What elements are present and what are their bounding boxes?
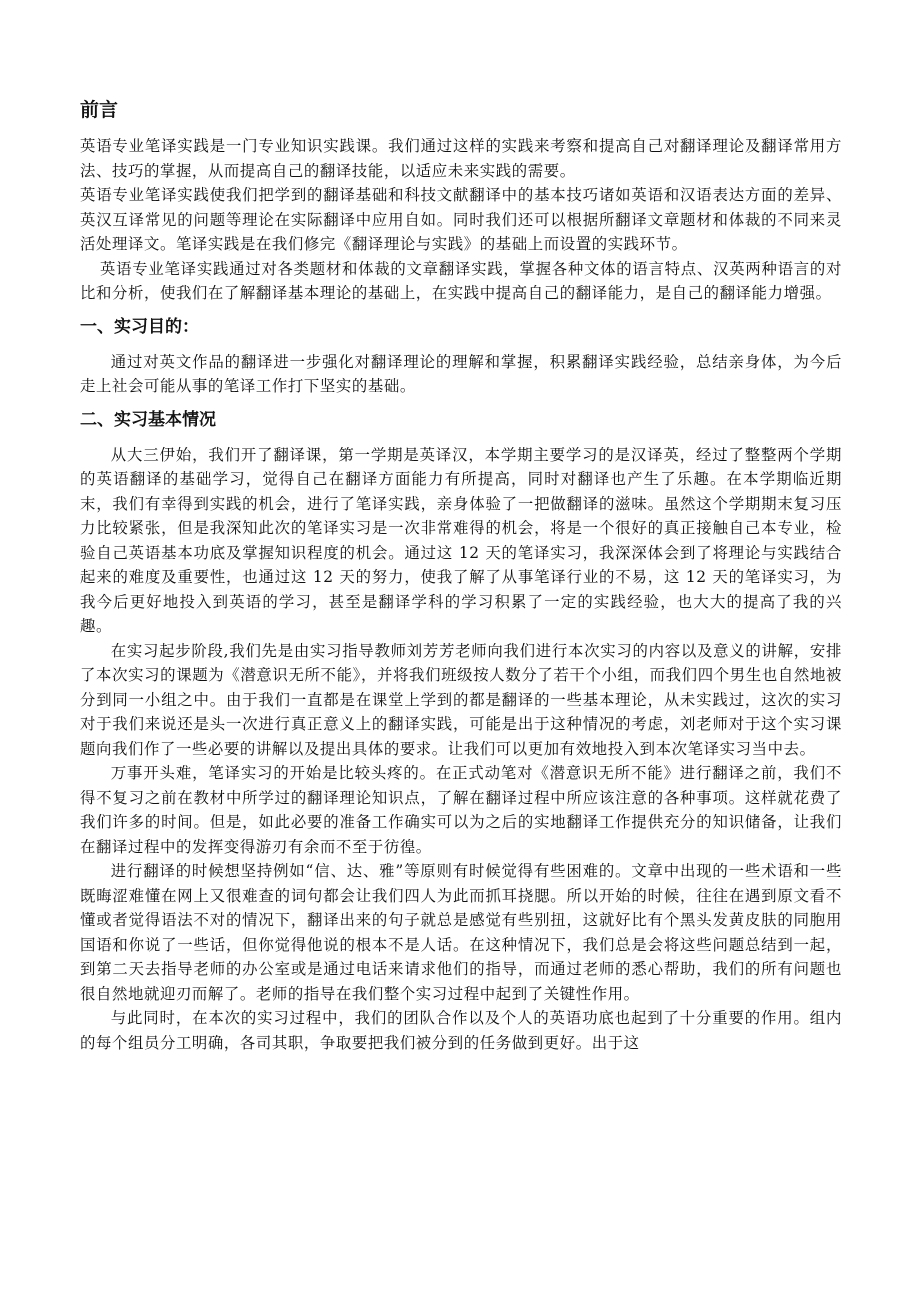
preface-paragraph-2: 英语专业笔译实践使我们把学到的翻译基础和科技文献翻译中的基本技巧诸如英语和汉语表达方面的差异、英汉互译常见的问题等理论在实际翻译中应用自如。同时我们还可以根据所翻译文章题材和体裁的不同来灵活处理译文。笔译实践是在我们修完《翻译理论与实践》的基础上而设置的实践环节。 <box>80 186 842 253</box>
section-2-paragraph-2: 在实习起步阶段,我们先是由实习指导教师刘芳芳老师向我们进行本次实习的内容以及意义的讲解，安排了本次实习的课题为《潜意识无所不能》，并将我们班级按人数分了若干个小组，而我们四个男生也自然地被分到同一小组之中。由于我们一直都是在课堂上学到的都是翻译的一些基本理论，从未实践过，这次的实习对于我们来说还是头一次进行真正意义上的翻译实践，可能是出于这种情况的考虑，刘老师对于这个实习课题向我们作了一些必要的讲解以及提出具体的要求。让我们可以更加有效地投入到本次笔译实习当中去。 <box>80 641 842 758</box>
section-1-heading: 一、实习目的： <box>80 316 199 337</box>
section-2-paragraph-5: 与此同时，在本次的实习过程中，我们的团队合作以及个人的英语功底也起到了十分重要的作用。组内的每个组员分工明确，各司其职，争取要把我们被分到的任务做到更好。出于这 <box>80 1009 842 1052</box>
preface-heading: 前言 <box>80 99 119 121</box>
section-2-paragraph-1: 从大三伊始，我们开了翻译课，第一学期是英译汉，本学期主要学习的是汉译英，经过了整整两个学期的英语翻译的基础学习，觉得自己在翻译方面能力有所提高，同时对翻译也产生了乐趣。在本学期临近期末，我们有幸得到实践的机会，进行了笔译实践，亲身体验了一把做翻译的滋味。虽然这个学期期末复习压力比较紧张，但是我深知此次的笔译实习是一次非常难得的机会，将是一个很好的真正接触自己本专业，检验自己英语基本功底及掌握知识程度的机会。通过这 12 天的笔译实习，我深深体会到了将理论与实践结合起来的难度及重要性，也通过这 12 天的努力，使我了解了从事笔译行业的不易，这 12 天的笔译实习，为我今后更好地投入到英语的学习，甚至是翻译学科的学习积累了一定的实践经验，也大大的提高了我的兴趣。 <box>80 445 842 635</box>
section-1-paragraph-1: 通过对英文作品的翻译进一步强化对翻译理论的理解和掌握，积累翻译实践经验，总结亲身体，为今后走上社会可能从事的笔译工作打下坚实的基础。 <box>80 352 842 395</box>
section-2-heading: 二、实习基本情况 <box>80 409 216 430</box>
preface-paragraph-3: 英语专业笔译实践通过对各类题材和体裁的文章翻译实践，掌握各种文体的语言特点、汉英两种语言的对比和分析，使我们在了解翻译基本理论的基础上，在实践中提高自己的翻译能力，是自己的翻译能力增强。 <box>80 259 842 302</box>
document-page <box>80 96 842 1055</box>
section-2-paragraph-4: 进行翻译的时候想坚持例如“信、达、雅”等原则有时候觉得有些困难的。文章中出现的一些术语和一些既晦涩难懂在网上又很难查的词句都会让我们四人为此而抓耳挠腮。所以开始的时候，往往在遇到原文看不懂或者觉得语法不对的情况下，翻译出来的句子就总是感觉有些别扭，这就好比有个黑头发黄皮肤的同胞用国语和你说了一些话，但你觉得他说的根本不是人话。在这种情况下，我们总是会将这些问题总结到一起，到第二天去指导老师的办公室或是通过电话来请求他们的指导，而通过老师的悉心帮助，我们的所有问题也很自然地就迎刃而解了。老师的指导在我们整个实习过程中起到了关键性作用。 <box>80 862 842 1003</box>
preface-paragraph-1: 英语专业笔译实践是一门专业知识实践课。我们通过这样的实践来考察和提高自己对翻译理论及翻译常用方法、技巧的掌握，从而提高自己的翻译技能，以适应未来实践的需要。 <box>80 137 842 180</box>
section-2-paragraph-3: 万事开头难，笔译实习的开始是比较头疼的。在正式动笔对《潜意识无所不能》进行翻译之前，我们不得不复习之前在教材中所学过的翻译理论知识点，了解在翻译过程中所应该注意的各种事项。这样就花费了我们许多的时间。但是，如此必要的准备工作确实可以为之后的实地翻译工作提供充分的知识储备，让我们在翻译过程中的发挥变得游刃有余而不至于彷徨。 <box>80 764 842 856</box>
